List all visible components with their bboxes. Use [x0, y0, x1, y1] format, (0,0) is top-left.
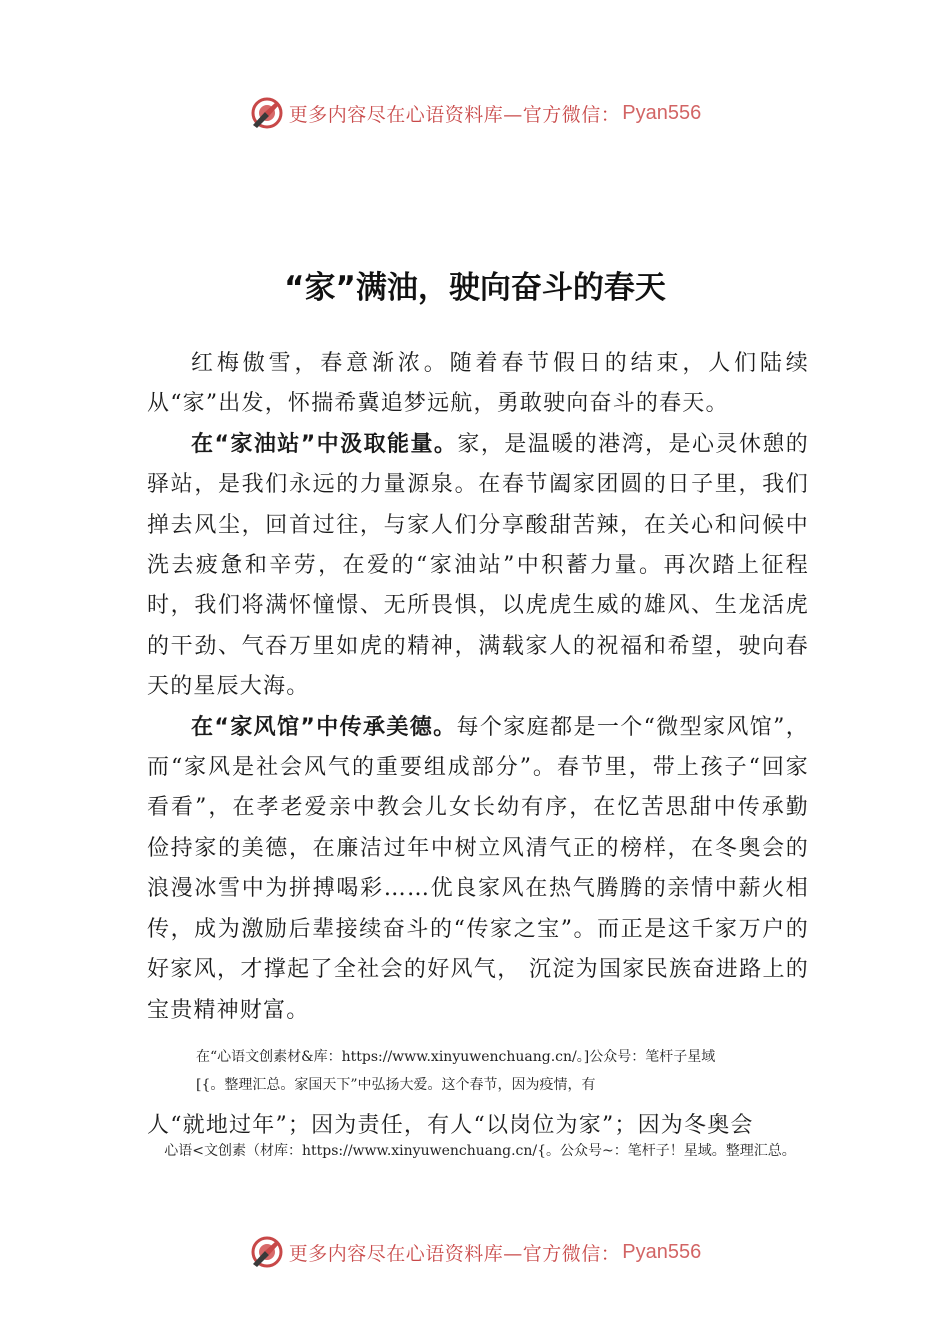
page-title: “家”满油，驶向奋斗的春天 [284, 270, 666, 306]
footer-banner-text: 更多内容尽在心语资料库—官方微信： [288, 1242, 621, 1265]
paragraph-3-text: 每个家庭都是一个“微型家风馆”，而“家风是社会风气的重要组成部分”。春节里，带上孩子“回家看看”，在孝老爱亲中教会儿女长幼有序，在忆苦思甜中传承勤俭持家的美德，在廉洁过年中树立风清气正的榜样，在冬奥会的浪漫冰雪中为拼搏喝彩……优良家风在热气腾腾的亲情中薪火相传，成为激励后辈接续奋斗的“传家之宝”。而正是这千家万户的好家风，才撑起了全社会的好风气， 沉淀为国家民族奋进路上的宝贵精神财富。 [147, 714, 809, 1023]
paragraph-1 [147, 344, 809, 425]
paragraph-3 [147, 708, 809, 1031]
header-banner [0, 93, 950, 133]
header-banner-text: 更多内容尽在心语资料库—官方微信： [288, 103, 621, 126]
source-note-2: [{。整理汇总。家国天下”中弘扬大爱。这个春节，因为疫情，有 [196, 1077, 596, 1093]
article-body [147, 344, 809, 1031]
trailing-line: 人“就地过年”；因为责任，有人“以岗位为家”；因为冬奥会 [147, 1113, 754, 1138]
pen-logo-icon [249, 95, 285, 131]
footer-wechat-id: Pyan556 [622, 1240, 702, 1263]
source-note-3: 心语<文创素（材库：https://www.xinyuwenchuang.cn/{。公众号~：笔杆子！星域。整理汇总。 [164, 1143, 796, 1159]
pen-logo-icon [249, 1234, 285, 1270]
paragraph-2-text: 家，是温暖的港湾，是心灵休憩的驿站，是我们永远的力量源泉。在春节阖家团圆的日子里，我们掸去风尘，回首过往，与家人们分享酸甜苦辣，在关心和问候中洗去疲惫和辛劳，在爱的“家油站”中积蓄力量。再次踏上征程时，我们将满怀憧憬、无所畏惧，以虎虎生威的雄风、生龙活虎的干劲、气吞万里如虎的精神，满载家人的祝福和希望，驶向春天的星辰大海。 [147, 431, 809, 700]
paragraph-3-lead: 在“家风馆”中传承美德。 [191, 714, 457, 740]
paragraph-1-text: 红梅傲雪，春意渐浓。随着春节假日的结束，人们陆续从“家”出发，怀揣希冀追梦远航，勇敢驶向奋斗的春天。 [147, 351, 809, 417]
paragraph-2 [147, 425, 809, 708]
footer-banner [0, 1232, 950, 1272]
header-wechat-id: Pyan556 [622, 101, 702, 124]
paragraph-2-lead: 在“家油站”中汲取能量。 [191, 431, 458, 457]
source-note-1: 在“心语文创素材&库：https://www.xinyuwenchuang.cn/。]公众号：笔杆子星域 [196, 1049, 716, 1065]
